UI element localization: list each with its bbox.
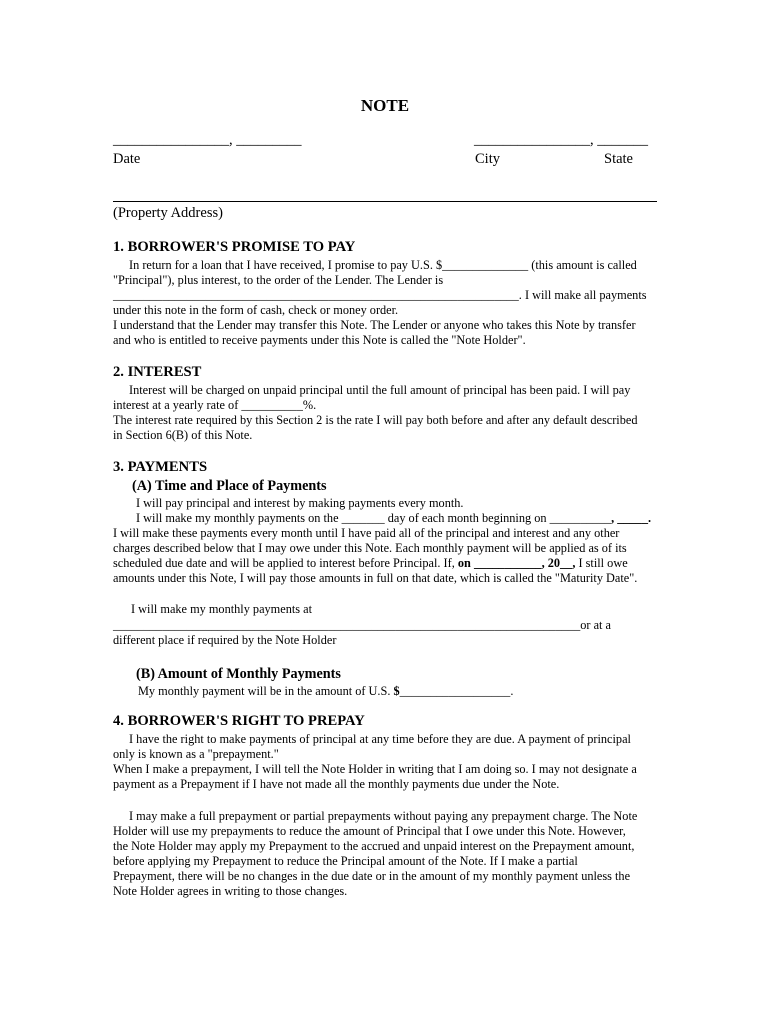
s3-line-10-blank: __________________. — [399, 684, 514, 698]
s3-line-4: charges described below that I may owe under this Note. Each monthly payment will be applied as of its — [113, 541, 627, 555]
state-label: State — [604, 151, 633, 167]
section-3b-heading: (B) Amount of Monthly Payments — [136, 666, 341, 682]
s3-line-6: amounts under this Note, I will pay those amounts in full on that date, which is called the "Maturity Date". — [113, 571, 638, 585]
city-label: City — [475, 151, 500, 167]
section-3a-heading: (A) Time and Place of Payments — [132, 478, 327, 494]
s3-line-3: I will make these payments every month until I have paid all of the principal and interest and any other — [113, 526, 620, 540]
document-title: NOTE — [360, 96, 410, 115]
section-1-heading: 1. BORROWER'S PROMISE TO PAY — [113, 239, 356, 255]
s3-line-2-text: I will make my monthly payments on the _______ day of each month beginning on __________ — [136, 511, 612, 525]
s2-line-3: The interest rate required by this Section 2 is the rate I will pay both before and after any default described — [113, 413, 638, 427]
property-address-label: (Property Address) — [113, 205, 223, 221]
s1-line-1: In return for a loan that I have received, I promise to pay U.S. $______________ (this amount is called — [129, 258, 637, 272]
s3-line-5 — [113, 556, 628, 571]
s3-line-10-dollar: $ — [393, 684, 400, 698]
s1-line-5: I understand that the Lender may transfer this Note. The Lender or anyone who takes this Note by transfer — [113, 318, 636, 332]
s2-line-4: in Section 6(B) of this Note. — [113, 428, 253, 442]
s1-line-2: "Principal"), plus interest, to the order of the Lender. The Lender is — [113, 273, 444, 287]
s3-line-10 — [138, 684, 513, 699]
date-label: Date — [113, 151, 141, 167]
date-blank: ________________, _________ — [113, 132, 302, 148]
s4-line-2: only is known as a "prepayment." — [113, 747, 279, 761]
s3-line-1: I will pay principal and interest by making payments every month. — [136, 496, 464, 510]
s4-line-4: payment as a Prepayment if I have not made all the monthly payments due under the Note. — [113, 777, 560, 791]
s3-line-8: ____________________________________________________________________________or at a — [113, 618, 612, 632]
s3-line-5-bold: on ___________, 20__, — [457, 556, 576, 570]
s4-line-10: Note Holder agrees in writing to those changes. — [113, 884, 348, 898]
s4-line-9: Prepayment, there will be no changes in the due date or in the amount of my monthly payment unless the — [113, 869, 631, 883]
s3-line-10-text: My monthly payment will be in the amount of U.S. — [138, 684, 394, 698]
s1-line-3: __________________________________________________________________. I will make all payments — [113, 288, 647, 302]
section-3-heading: 3. PAYMENTS — [113, 459, 208, 475]
property-address-line — [113, 201, 657, 202]
s4-line-5: I may make a full prepayment or partial prepayments without paying any prepayment charge. The Note — [129, 809, 638, 823]
s4-line-8: before applying my Prepayment to reduce the Principal amount of the Note. If I make a partial — [113, 854, 578, 868]
city-state-blank: ________________, _______ — [474, 132, 648, 148]
s3-line-2-bold: , _____. — [611, 511, 652, 525]
s4-line-6: Holder will use my prepayments to reduce the amount of Principal that I owe under this Note. However, — [113, 824, 626, 838]
s3-line-5-text: scheduled due date and will be applied to interest before Principal. If, — [113, 556, 455, 570]
s3-line-7: I will make my monthly payments at — [131, 602, 313, 616]
s3-line-2 — [136, 511, 651, 526]
s2-line-2: interest at a yearly rate of __________%. — [113, 398, 317, 412]
s2-line-1: Interest will be charged on unpaid principal until the full amount of principal has been paid. I will pay — [129, 383, 631, 397]
s4-line-7: the Note Holder may apply my Prepayment to the accrued and unpaid interest on the Prepayment amount, — [113, 839, 635, 853]
s1-line-4: under this note in the form of cash, check or money order. — [113, 303, 399, 317]
s3-line-5-end: I still owe — [575, 556, 628, 570]
section-2-heading: 2. INTEREST — [113, 364, 202, 380]
s4-line-3: When I make a prepayment, I will tell the Note Holder in writing that I am doing so. I may not designate a — [113, 762, 637, 776]
s4-line-1: I have the right to make payments of principal at any time before they are due. A payment of principal — [129, 732, 631, 746]
section-4-heading: 4. BORROWER'S RIGHT TO PREPAY — [113, 713, 365, 729]
s3-line-9: different place if required by the Note Holder — [113, 633, 337, 647]
s1-line-6: and who is entitled to receive payments under this Note is called the "Note Holder". — [113, 333, 526, 347]
